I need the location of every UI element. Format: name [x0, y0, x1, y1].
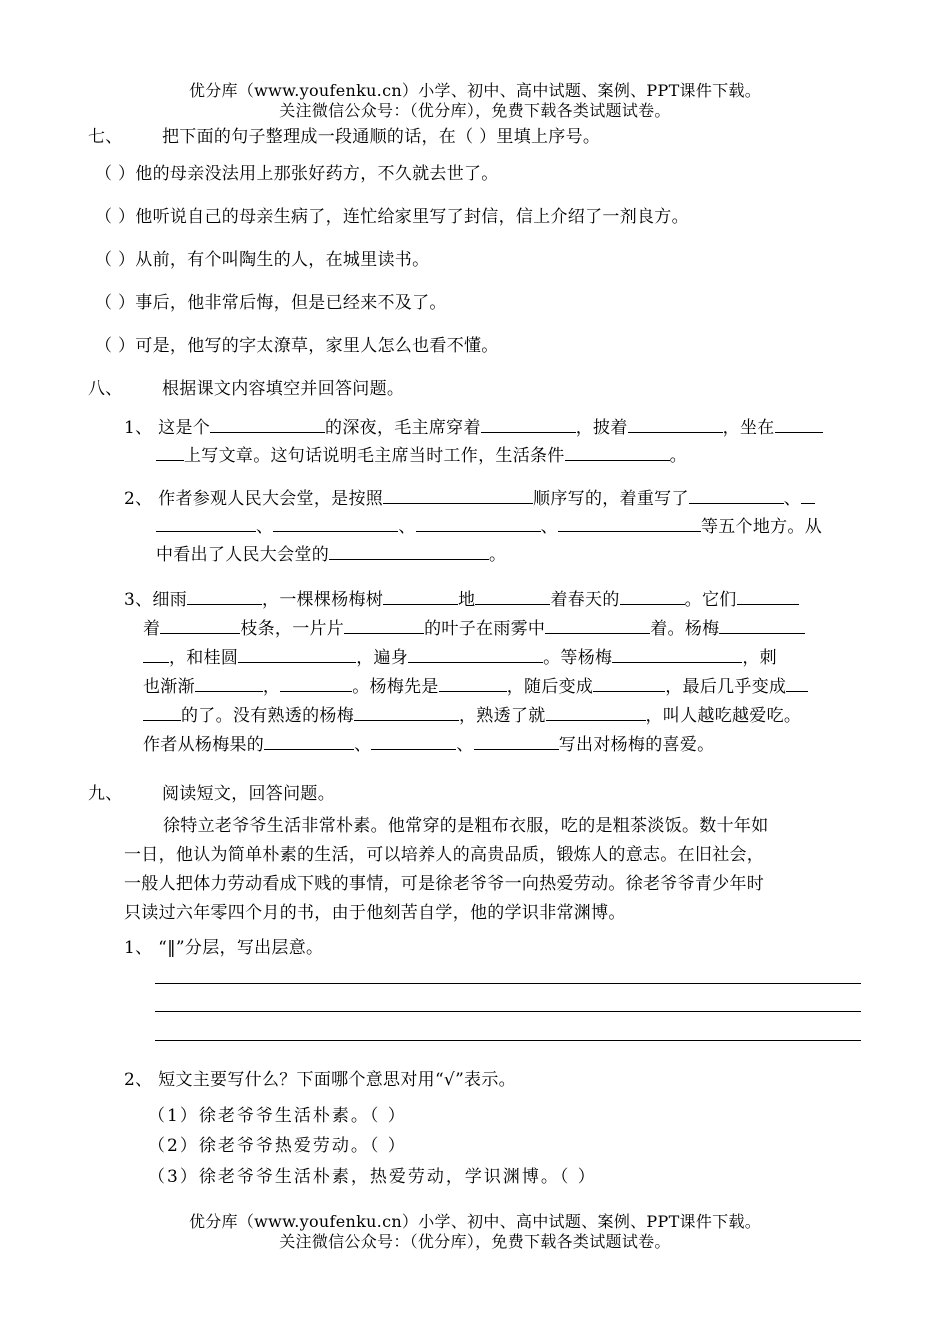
text: 也渐渐 — [143, 677, 195, 697]
sec8-q2-line2 — [156, 515, 822, 539]
fill-blank[interactable] — [156, 516, 256, 532]
fill-blank[interactable] — [439, 676, 507, 692]
fill-blank[interactable] — [612, 647, 742, 663]
sec9-q2-number: 2、 — [124, 1070, 153, 1090]
passage-line-3: 一般人把体力劳动看成下贱的事情，可是徐老爷爷一向热爱劳动。徐老爷爷青少年时 — [124, 874, 765, 894]
text: 细雨 — [152, 590, 188, 610]
text: ，随后变成 — [506, 677, 594, 697]
fill-blank[interactable] — [273, 516, 398, 532]
fill-blank[interactable] — [475, 589, 550, 605]
fill-blank[interactable] — [408, 647, 543, 663]
fill-blank[interactable] — [210, 417, 325, 433]
section-7-item-5: （ ）可是，他写的字太潦草，家里人怎么也看不懂。 — [95, 336, 499, 356]
sec9-q1 — [124, 936, 323, 960]
section-9-number: 九、 — [88, 784, 123, 804]
text: 、 — [398, 517, 416, 537]
section-9-title: 阅读短文，回答问题。 — [162, 784, 335, 804]
text: 中看出了人民大会堂的 — [156, 545, 329, 565]
sec8-q3-line2 — [143, 617, 805, 641]
fill-blank[interactable] — [160, 618, 240, 634]
sec9-q2-option-2[interactable]: （2）徐老爷爷热爱劳动。（ ） — [148, 1136, 407, 1156]
text: ，叫人越吃越爱吃。 — [645, 706, 802, 726]
passage-line-2: 一日，他认为简单朴素的生活，可以培养人的高贵品质，锻炼人的意志。在旧社会， — [124, 845, 765, 865]
sec8-q2-line3 — [156, 543, 506, 567]
text: 。 — [489, 545, 507, 565]
text: 。等杨梅 — [543, 648, 613, 668]
fill-blank[interactable] — [187, 589, 262, 605]
text: ，坐在 — [722, 418, 775, 438]
text: 、 — [354, 735, 372, 755]
text: 等五个地方。从 — [700, 517, 823, 537]
section-7-item-2: （ ）他听说自己的母亲生病了，连忙给家里写了封信，信上介绍了一剂良方。 — [95, 207, 689, 227]
fill-blank[interactable] — [416, 516, 541, 532]
text: 、 — [540, 517, 558, 537]
passage-line-4: 只读过六年零四个月的书，由于他刻苦自学，他的学识非常渊博。 — [124, 903, 626, 923]
fill-blank[interactable] — [383, 488, 533, 504]
sec8-q2-number: 2、 — [124, 489, 153, 509]
text: ，遍身 — [356, 648, 409, 668]
text: 顺序写的，着重写了 — [533, 489, 689, 509]
fill-blank[interactable] — [719, 618, 805, 634]
text: 着春天的 — [550, 590, 620, 610]
fill-blank[interactable] — [775, 417, 823, 433]
text: 作者参观人民大会堂，是按照 — [158, 489, 384, 509]
section-7-title: 把下面的句子整理成一段通顺的话，在（ ）里填上序号。 — [162, 127, 601, 147]
text: 上写文章。这句话说明毛主席当时工作，生活条件 — [184, 446, 565, 466]
fill-blank[interactable] — [371, 734, 456, 750]
fill-blank[interactable] — [354, 705, 459, 721]
text: ，刺 — [742, 648, 777, 668]
text: 。它们 — [684, 590, 737, 610]
section-7-item-1: （ ）他的母亲没法用上那张好药方，不久就去世了。 — [95, 164, 499, 184]
answer-line-2[interactable] — [155, 1011, 861, 1012]
footer-line-1: 优分库（www.youfenku.cn）小学、初中、高中试题、案例、PPT课件下载。 — [188, 1212, 762, 1231]
text: 。杨梅先是 — [352, 677, 439, 697]
text: ，最后几乎变成 — [665, 677, 787, 697]
fill-blank[interactable] — [238, 647, 356, 663]
sec9-q2-option-3[interactable]: （3）徐老爷爷生活朴素，热爱劳动，学识渊博。（ ） — [148, 1167, 597, 1187]
sec9-q2 — [124, 1068, 516, 1092]
text: 着 — [143, 619, 161, 639]
fill-blank[interactable] — [546, 705, 646, 721]
text: ，和桂圆 — [169, 648, 239, 668]
fill-blank[interactable] — [628, 417, 723, 433]
answer-line-1[interactable] — [155, 983, 861, 984]
fill-blank[interactable] — [801, 488, 815, 504]
fill-blank[interactable] — [481, 417, 576, 433]
text: 作者从杨梅果的 — [143, 735, 265, 755]
fill-blank[interactable] — [329, 544, 489, 560]
fill-blank[interactable] — [737, 589, 799, 605]
header-line-1: 优分库（www.youfenku.cn）小学、初中、高中试题、案例、PPT课件下载。 — [188, 81, 762, 100]
sec8-q2-line1 — [124, 487, 815, 511]
text: 写出对杨梅的喜爱。 — [558, 735, 715, 755]
sec9-q1-number: 1、 — [124, 938, 153, 958]
section-7-item-4: （ ）事后，他非常后悔，但是已经来不及了。 — [95, 293, 447, 313]
fill-blank[interactable] — [620, 589, 685, 605]
text: ，一棵棵杨梅树 — [262, 590, 384, 610]
section-8-title: 根据课文内容填空并回答问题。 — [162, 379, 405, 399]
text: 着。杨梅 — [650, 619, 720, 639]
sec8-q3-line3 — [143, 646, 777, 670]
header-line-2: 关注微信公众号：（优分库），免费下载各类试题试卷。 — [279, 101, 671, 120]
sec8-q1-line1 — [124, 416, 823, 440]
fill-blank[interactable] — [593, 676, 665, 692]
text: 地 — [458, 590, 476, 610]
text: 。 — [669, 446, 687, 466]
sec8-q3-line1 — [124, 588, 799, 612]
fill-blank[interactable] — [156, 445, 184, 461]
sec9-q2-option-1[interactable]: （1）徐老爷爷生活朴素。（ ） — [148, 1106, 407, 1126]
text: ，披着 — [575, 418, 628, 438]
fill-blank[interactable] — [545, 618, 650, 634]
fill-blank[interactable] — [280, 676, 352, 692]
passage-line-1: 徐特立老爷爷生活非常朴素。他常穿的是粗布衣服，吃的是粗茶淡饭。数十年如 — [163, 816, 769, 836]
fill-blank[interactable] — [689, 488, 784, 504]
sec8-q1-line2 — [156, 444, 687, 468]
text: 枝条，一片片 — [240, 619, 345, 639]
answer-line-3[interactable] — [155, 1040, 861, 1041]
fill-blank[interactable] — [344, 618, 424, 634]
text: ，熟透了就 — [459, 706, 546, 726]
fill-blank[interactable] — [474, 734, 559, 750]
sec8-q3-line4 — [143, 675, 808, 699]
text: 这是个 — [158, 418, 211, 438]
text: 的了。没有熟透的杨梅 — [181, 706, 354, 726]
sec8-q3-number: 3、 — [124, 590, 153, 610]
sec8-q1-number: 1、 — [124, 418, 153, 438]
section-8-number: 八、 — [88, 379, 123, 399]
section-7-item-3: （ ）从前，有个叫陶生的人，在城里读书。 — [95, 250, 430, 270]
sec9-q1-text: “‖”分层，写出层意。 — [158, 938, 324, 958]
fill-blank[interactable] — [565, 445, 670, 461]
fill-blank[interactable] — [558, 516, 701, 532]
fill-blank[interactable] — [195, 676, 263, 692]
fill-blank[interactable] — [143, 705, 181, 721]
text: 的深夜，毛主席穿着 — [325, 418, 481, 438]
fill-blank[interactable] — [143, 647, 169, 663]
text: 的叶子在雨雾中 — [424, 619, 546, 639]
sec9-q2-text: 短文主要写什么？下面哪个意思对用“√”表示。 — [158, 1070, 516, 1090]
footer-line-2: 关注微信公众号：（优分库），免费下载各类试题试卷。 — [279, 1232, 671, 1251]
text: 、 — [783, 489, 802, 509]
fill-blank[interactable] — [786, 676, 808, 692]
sec8-q3-line6 — [143, 733, 714, 757]
section-7-number: 七、 — [88, 127, 123, 147]
text: ， — [262, 677, 281, 697]
fill-blank[interactable] — [383, 589, 458, 605]
text: 、 — [256, 517, 274, 537]
sec8-q3-line5 — [143, 704, 801, 728]
text: 、 — [456, 735, 474, 755]
fill-blank[interactable] — [264, 734, 354, 750]
